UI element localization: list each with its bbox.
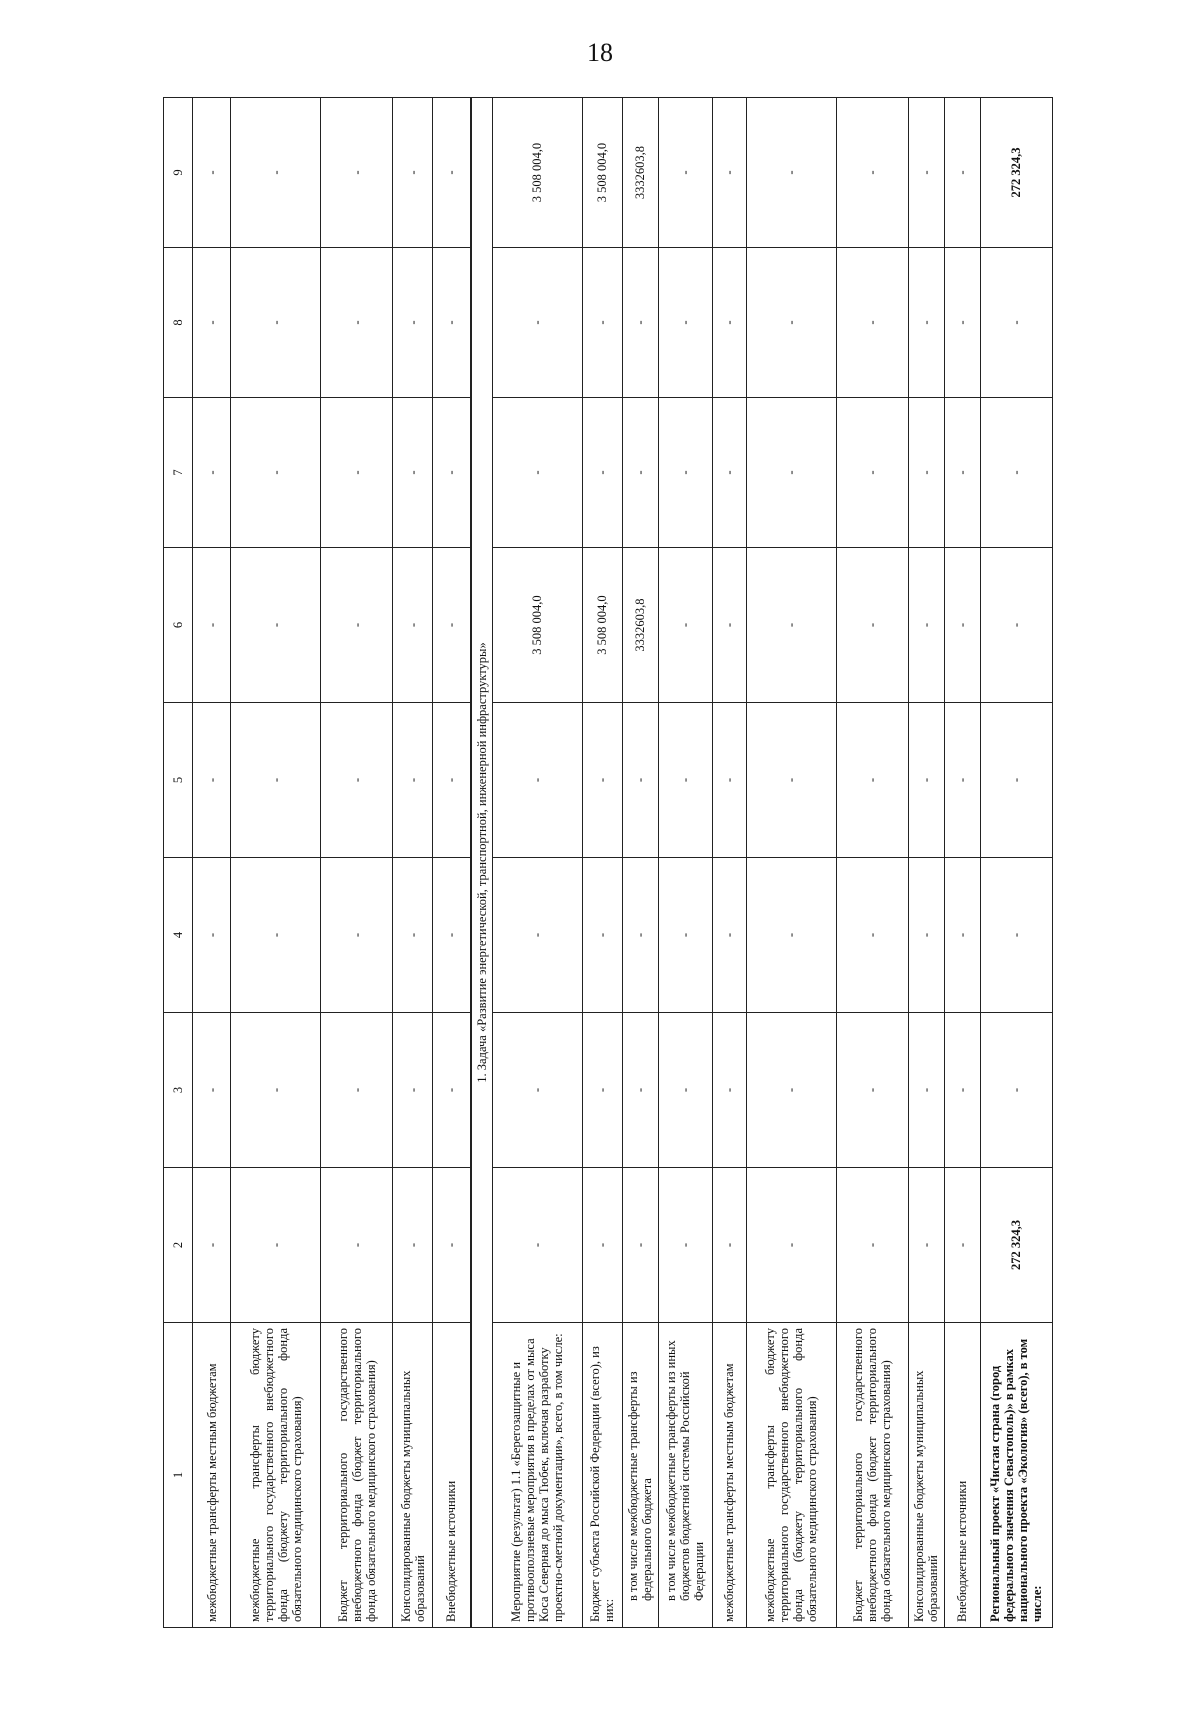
cell-value: 3 508 004,0 [492, 548, 582, 703]
cell-value: - [658, 248, 712, 398]
table-row [908, 98, 944, 1628]
rotated-table-container [163, 98, 1044, 1628]
column-header: 2 [164, 1168, 193, 1323]
cell-value: - [712, 248, 746, 398]
cell-value: - [492, 398, 582, 548]
cell-value: - [193, 398, 231, 548]
table-row [231, 98, 321, 1628]
cell-value: 3 508 004,0 [492, 98, 582, 248]
cell-value: - [712, 703, 746, 858]
row-label: Консолидированные бюджеты муниципальных образований [908, 1323, 944, 1628]
table-row [492, 98, 582, 1628]
cell-value: - [393, 98, 433, 248]
cell-value: - [944, 1168, 980, 1323]
cell-value: - [908, 1168, 944, 1323]
cell-value: - [712, 858, 746, 1013]
row-label: межбюджетные трансферты местным бюджетам [712, 1323, 746, 1628]
row-label: Внебюджетные источники [944, 1323, 980, 1628]
cell-value: - [622, 1168, 658, 1323]
row-label: Бюджет территориального государственного внебюджетного фонда (бюджет территориального фонда обязательного медицинского страхования) [321, 1323, 393, 1628]
cell-value: - [944, 248, 980, 398]
cell-value: - [746, 858, 836, 1013]
column-header: 9 [164, 98, 193, 248]
cell-value: - [746, 98, 836, 248]
cell-value: - [433, 1013, 471, 1168]
cell-value: - [658, 98, 712, 248]
cell-value: - [393, 1168, 433, 1323]
cell-value: - [582, 1013, 622, 1168]
cell-value: - [393, 398, 433, 548]
cell-value: - [433, 858, 471, 1013]
cell-value: - [193, 98, 231, 248]
cell-value: - [944, 858, 980, 1013]
cell-value: - [712, 548, 746, 703]
row-label: в том числе межбюджетные трансферты из федерального бюджета [622, 1323, 658, 1628]
cell-value: - [231, 398, 321, 548]
cell-value: - [746, 1168, 836, 1323]
cell-value: - [231, 1013, 321, 1168]
budget-table [163, 97, 1053, 1628]
row-label: Региональный проект «Чистая страна (город федерального значения Севастополь)» в рамках национального проекта «Экология» (всего), в том числе: [980, 1323, 1052, 1628]
cell-value: - [908, 398, 944, 548]
table-row [836, 98, 908, 1628]
table-row [622, 98, 658, 1628]
cell-value: - [193, 858, 231, 1013]
table-row [393, 98, 433, 1628]
column-header: 7 [164, 398, 193, 548]
cell-value: - [582, 1168, 622, 1323]
table-row [980, 98, 1052, 1628]
cell-value: - [321, 703, 393, 858]
row-label: межбюджетные трансферты местным бюджетам [193, 1323, 231, 1628]
column-number-row [164, 98, 193, 1628]
cell-value: - [836, 98, 908, 248]
column-header: 1 [164, 1323, 193, 1628]
cell-value: - [908, 98, 944, 248]
cell-value: - [836, 248, 908, 398]
cell-value: - [321, 858, 393, 1013]
cell-value: - [193, 703, 231, 858]
cell-value: - [712, 398, 746, 548]
cell-value: 3332603,8 [622, 98, 658, 248]
cell-value: - [231, 858, 321, 1013]
cell-value: - [393, 1013, 433, 1168]
cell-value: - [193, 548, 231, 703]
cell-value: - [944, 398, 980, 548]
row-label: в том числе межбюджетные трансферты из иных бюджетов бюджетной системы Российской Федерации [658, 1323, 712, 1628]
table-row [193, 98, 231, 1628]
cell-value: - [231, 98, 321, 248]
cell-value: - [622, 398, 658, 548]
cell-value: - [836, 548, 908, 703]
task-heading-row [471, 98, 493, 1628]
cell-value: - [582, 398, 622, 548]
table-row [746, 98, 836, 1628]
cell-value: - [908, 248, 944, 398]
cell-value: - [393, 248, 433, 398]
table-row [582, 98, 622, 1628]
cell-value: - [321, 1013, 393, 1168]
cell-value: - [321, 398, 393, 548]
row-label: Бюджет субъекта Российской Федерации (всего), из них: [582, 1323, 622, 1628]
cell-value: - [712, 1013, 746, 1168]
cell-value: - [433, 398, 471, 548]
cell-value: - [582, 858, 622, 1013]
cell-value: - [492, 858, 582, 1013]
cell-value: - [492, 1013, 582, 1168]
cell-value: - [193, 248, 231, 398]
cell-value: - [622, 1013, 658, 1168]
task-heading: 1. Задача «Развитие энергетической, транспортной, инженерной инфраструктуры» [471, 98, 493, 1628]
row-label: Внебюджетные источники [433, 1323, 471, 1628]
column-header: 8 [164, 248, 193, 398]
cell-value: - [622, 858, 658, 1013]
cell-value: - [658, 858, 712, 1013]
cell-value: - [582, 703, 622, 858]
cell-value: - [944, 1013, 980, 1168]
cell-value: - [433, 98, 471, 248]
cell-value: - [712, 98, 746, 248]
cell-value: - [980, 703, 1052, 858]
cell-value: - [193, 1013, 231, 1168]
cell-value: 272 324,3 [980, 98, 1052, 248]
cell-value: - [433, 1168, 471, 1323]
cell-value: - [321, 98, 393, 248]
cell-value: - [193, 1168, 231, 1323]
cell-value: - [836, 398, 908, 548]
cell-value: - [944, 548, 980, 703]
cell-value: - [746, 548, 836, 703]
column-header: 3 [164, 1013, 193, 1168]
cell-value: - [582, 248, 622, 398]
cell-value: - [321, 248, 393, 398]
row-label: Консолидированные бюджеты муниципальных образований [393, 1323, 433, 1628]
cell-value: - [433, 703, 471, 858]
cell-value: - [980, 398, 1052, 548]
cell-value: - [944, 703, 980, 858]
cell-value: - [746, 398, 836, 548]
cell-value: - [980, 858, 1052, 1013]
table-row [944, 98, 980, 1628]
cell-value: - [908, 703, 944, 858]
cell-value: - [321, 548, 393, 703]
cell-value: - [658, 398, 712, 548]
cell-value: - [658, 703, 712, 858]
cell-value: - [908, 858, 944, 1013]
cell-value: - [658, 548, 712, 703]
cell-value: - [231, 248, 321, 398]
column-header: 4 [164, 858, 193, 1013]
cell-value: - [321, 1168, 393, 1323]
cell-value: - [393, 858, 433, 1013]
cell-value: - [492, 1168, 582, 1323]
cell-value: - [944, 98, 980, 248]
cell-value: - [231, 703, 321, 858]
table-row [433, 98, 471, 1628]
cell-value: - [231, 1168, 321, 1323]
cell-value: - [980, 248, 1052, 398]
row-label: Бюджет территориального государственного внебюджетного фонда (бюджет территориального фонда обязательного медицинского страхования) [836, 1323, 908, 1628]
cell-value: - [393, 703, 433, 858]
cell-value: - [433, 248, 471, 398]
cell-value: - [492, 703, 582, 858]
cell-value: - [658, 1013, 712, 1168]
cell-value: - [712, 1168, 746, 1323]
cell-value: - [746, 248, 836, 398]
cell-value: - [836, 703, 908, 858]
cell-value: 3 508 004,0 [582, 548, 622, 703]
table-row [712, 98, 746, 1628]
cell-value: - [836, 858, 908, 1013]
column-header: 5 [164, 703, 193, 858]
page-number: 18 [587, 38, 613, 67]
row-label: межбюджетные трансферты бюджету территориального государственного внебюджетного фонда (бюджету территориального фонда обязательного медицинского страхования) [746, 1323, 836, 1628]
cell-value: 3 508 004,0 [582, 98, 622, 248]
cell-value: - [980, 1013, 1052, 1168]
cell-value: - [393, 548, 433, 703]
cell-value: - [908, 1013, 944, 1168]
cell-value: - [622, 248, 658, 398]
cell-value: - [746, 703, 836, 858]
table-row [658, 98, 712, 1628]
table-row [321, 98, 393, 1628]
cell-value: - [980, 548, 1052, 703]
cell-value: - [433, 548, 471, 703]
cell-value: - [658, 1168, 712, 1323]
column-header: 6 [164, 548, 193, 703]
cell-value: - [231, 548, 321, 703]
cell-value: - [492, 248, 582, 398]
cell-value: - [622, 703, 658, 858]
row-label: межбюджетные трансферты бюджету территориального государственного внебюджетного фонда (бюджету территориального фонда обязательного медицинского страхования) [231, 1323, 321, 1628]
cell-value: 272 324,3 [980, 1168, 1052, 1323]
cell-value: 3332603,8 [622, 548, 658, 703]
cell-value: - [836, 1013, 908, 1168]
cell-value: - [836, 1168, 908, 1323]
row-label: Мероприятие (результат) 1.1 «Берегозащитные и противооползневые мероприятия в пределах от мыса Коса Северная до мыса Тюбек, включая разработку проектно-сметной документации», всего, в том числе: [492, 1323, 582, 1628]
cell-value: - [908, 548, 944, 703]
cell-value: - [746, 1013, 836, 1168]
